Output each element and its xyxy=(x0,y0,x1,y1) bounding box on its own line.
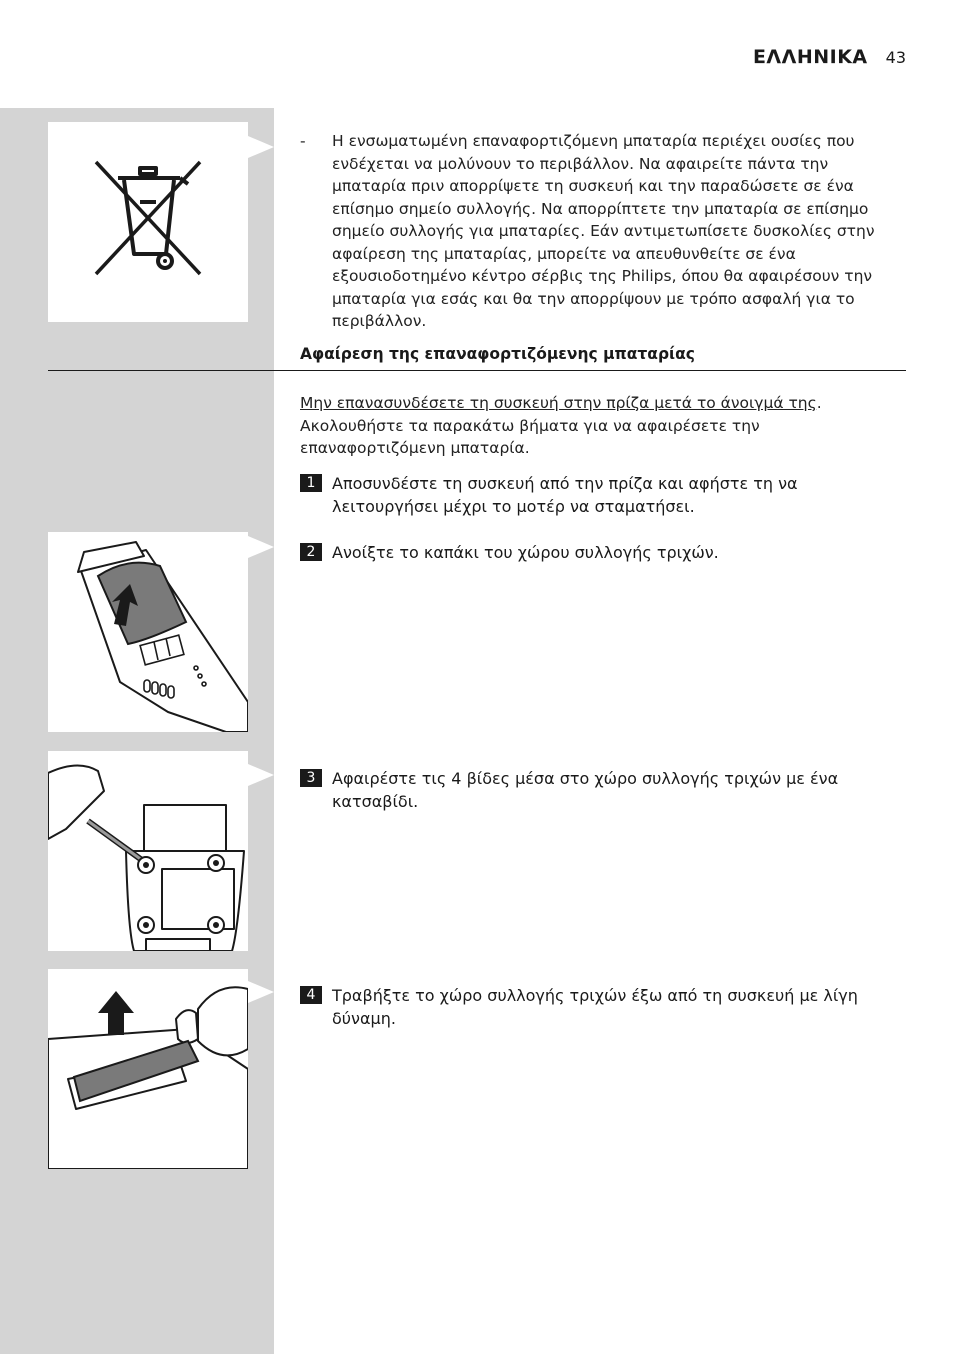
section-title: Αφαίρεση της επαναφορτιζόμενης μπαταρίας xyxy=(300,345,695,363)
figure-pointer xyxy=(248,136,274,158)
intro-text: Ακολουθήστε τα παρακάτω βήματα για να αφαιρέσετε την επαναφορτιζόμενη μπαταρία. xyxy=(300,416,760,457)
remove-screws-figure xyxy=(48,751,248,951)
language-label: ΕΛΛΗΝΙΚΑ xyxy=(752,46,868,68)
figure-pointer xyxy=(248,536,274,558)
step-3 xyxy=(300,767,906,813)
battery-disposal-text: Η ενσωματωμένη επαναφορτιζόμενη μπαταρία περιέχει ουσίες που ενδέχεται να μολύνουν το περιβάλλον. Να αφαιρείτε πάντα την μπαταρία πριν απορρίψετε τη συσκευή και την παραδώσετε σε ένα επίσημο σημείο συλλογής. Να απορρίπτετε την μπαταρία σε επίσημο σημείο συλλογής για μπαταρίες. Εάν αντιμετωπίσετε δυσκολίες στην αφαίρεση της μπαταρίας, μπορείτε να απευθυνθείτε σε ένα εξουσιοδοτημένο κέντρο σέρβις της Philips, όπου θα αφαιρέσουν την μπαταρία για εσάς και θα την απορρίψουν με τρόπο ασφαλή για το περιβάλλον. xyxy=(332,132,875,330)
step-number-badge: 4 xyxy=(300,986,322,1004)
step-text: Αφαιρέστε τις 4 βίδες μέσα στο χώρο συλλογής τριχών με ένα κατσαβίδι. xyxy=(332,769,839,811)
step-2 xyxy=(300,541,906,564)
up-arrow-icon xyxy=(98,991,134,1035)
step-number-badge: 2 xyxy=(300,543,322,561)
step-text: Ανοίξτε το καπάκι του χώρου συλλογής τριχών. xyxy=(332,543,719,562)
step-number-badge: 1 xyxy=(300,474,322,492)
crossed-bin-figure xyxy=(48,122,248,322)
open-lid-figure xyxy=(48,532,248,732)
step-text: Τραβήξτε το χώρο συλλογής τριχών έξω από τη συσκευή με λίγη δύναμη. xyxy=(332,986,858,1028)
battery-disposal-note xyxy=(300,130,906,333)
warning-period: . xyxy=(816,394,822,412)
section-divider xyxy=(48,370,906,371)
crossed-bin-icon xyxy=(48,122,248,322)
section-intro xyxy=(300,392,906,460)
figure-pointer xyxy=(248,981,274,1003)
pull-chamber-figure xyxy=(48,969,248,1169)
step-number-badge: 3 xyxy=(300,769,322,787)
warning-text: Μην επανασυνδέσετε τη συσκευή στην πρίζα μετά το άνοιγμά της xyxy=(300,394,817,412)
page-number: 43 xyxy=(885,48,906,67)
page-header xyxy=(753,46,906,68)
figure-pointer xyxy=(248,764,274,786)
step-4 xyxy=(300,984,906,1030)
step-1 xyxy=(300,472,906,518)
bullet-dash: - xyxy=(300,132,306,150)
step-text: Αποσυνδέστε τη συσκευή από την πρίζα και αφήστε τη να λειτουργήσει μέχρι το μοτέρ να σταματήσει. xyxy=(332,474,798,516)
